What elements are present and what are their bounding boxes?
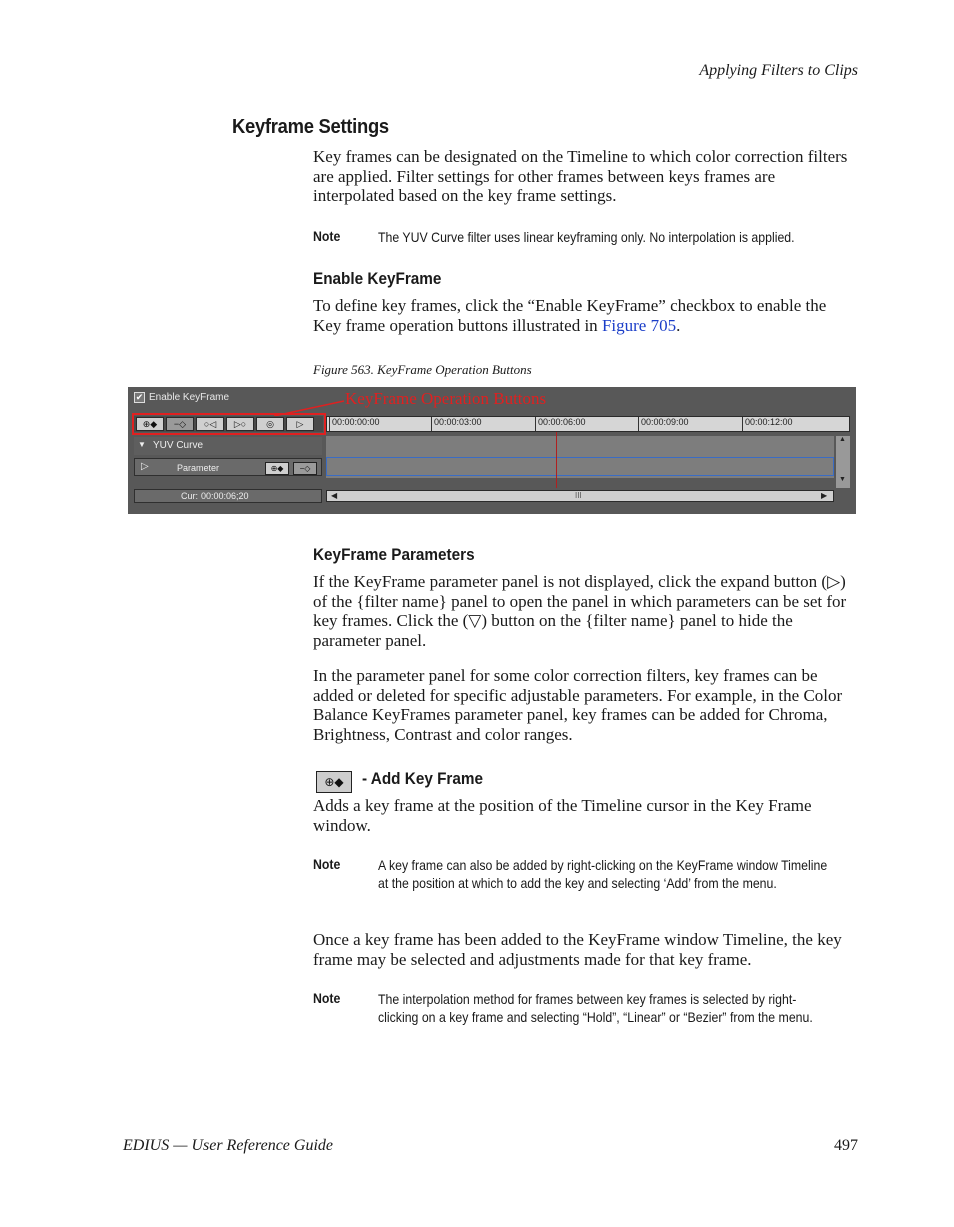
note-text: A key frame can also be added by right-clicking on the KeyFrame window Timeline at the position at which to add the key and selecting ‘Add’ from the menu. xyxy=(378,857,828,891)
scrollbar-thumb-grip[interactable]: III xyxy=(575,491,582,500)
param-delete-keyframe-button[interactable]: −◇ xyxy=(293,462,317,475)
checkbox-check-icon: ✔ xyxy=(135,392,144,402)
expand-icon[interactable]: ▷ xyxy=(141,461,149,472)
running-header: Applying Filters to Clips xyxy=(699,62,858,79)
cursor-timecode: 00:00:06;20 xyxy=(201,491,249,501)
note-text: The YUV Curve filter uses linear keyframing only. No interpolation is applied. xyxy=(378,229,795,245)
scroll-up-icon[interactable]: ▲ xyxy=(839,436,846,443)
params-paragraph-2: In the parameter panel for some color correction filters, key frames can be added or deleted for specific adjustable parameters. For example, in the Color Balance KeyFrames parameter panel, key frames can be added for Chroma, Brightness, Contrast and color ranges. xyxy=(313,666,843,745)
params-paragraph-1: If the KeyFrame parameter panel is not displayed, click the expand button (▷) of the {filter name} panel to open the panel in which parameters can be set for key frames. Click the (▽) button on the {filter name} panel to hide the parameter panel. xyxy=(313,572,847,651)
enable-keyframe-heading: Enable KeyFrame xyxy=(313,269,442,288)
scroll-right-icon[interactable]: ▶ xyxy=(821,491,828,500)
parameter-label: Parameter xyxy=(177,463,220,473)
after-add-paragraph: Once a key frame has been added to the KeyFrame window Timeline, the key frame may be selected and adjustments made for that key frame. xyxy=(313,930,842,969)
add-key-frame-paragraph: Adds a key frame at the position of the Timeline cursor in the Key Frame window. xyxy=(313,796,812,835)
collapse-icon[interactable]: ▼ xyxy=(138,440,146,449)
note-label: Note xyxy=(313,228,341,244)
timecode-tick: 00:00:03:00 xyxy=(431,417,482,431)
section-title: Keyframe Settings xyxy=(232,116,389,138)
enable-text-end: . xyxy=(676,315,681,335)
scroll-left-icon[interactable]: ◀ xyxy=(331,491,338,500)
add-keyframe-button[interactable]: ⊕◆ xyxy=(136,417,164,431)
timecode-tick: 00:00:06:00 xyxy=(535,417,586,431)
param-add-keyframe-button[interactable]: ⊕◆ xyxy=(265,462,289,475)
add-keyframe-icon: ⊕◆ xyxy=(316,771,352,793)
callout-label: KeyFrame Operation Buttons xyxy=(345,389,547,408)
enable-keyframe-paragraph xyxy=(313,296,858,335)
timecode-tick: 00:00:09:00 xyxy=(638,417,689,431)
previous-keyframe-button[interactable]: ○◁ xyxy=(196,417,224,431)
enable-keyframe-checkbox[interactable] xyxy=(134,392,229,403)
parameter-row[interactable] xyxy=(134,458,322,476)
timeline-ruler[interactable] xyxy=(326,416,850,432)
callout-highlight-box xyxy=(132,413,326,435)
enable-keyframe-label: Enable KeyFrame xyxy=(149,392,230,403)
next-keyframe-button[interactable]: ▷○ xyxy=(226,417,254,431)
keyframe-window-screenshot xyxy=(128,387,856,514)
filter-name: YUV Curve xyxy=(153,440,204,451)
add-key-frame-heading: - Add Key Frame xyxy=(362,769,484,788)
enable-text: To define key frames, click the “Enable KeyFrame” checkbox to enable the Key frame operation buttons illustrated in xyxy=(313,296,827,335)
page-number: 497 xyxy=(834,1137,858,1154)
note-label: Note xyxy=(313,990,341,1006)
play-button[interactable]: ▷ xyxy=(286,417,314,431)
timecode-tick: 00:00:00:00 xyxy=(329,417,380,431)
vertical-scrollbar[interactable] xyxy=(836,436,850,488)
parameter-track-selection[interactable] xyxy=(326,457,834,476)
filter-row[interactable] xyxy=(134,437,322,455)
cursor-label: Cur: xyxy=(181,491,199,501)
timecode-tick: 00:00:12:00 xyxy=(742,417,793,431)
delete-keyframe-button[interactable]: −◇ xyxy=(166,417,194,431)
reset-keyframe-button[interactable]: ◎ xyxy=(256,417,284,431)
figure-link[interactable]: Figure 705 xyxy=(601,315,677,335)
scroll-down-icon[interactable]: ▼ xyxy=(839,476,846,483)
intro-paragraph: Key frames can be designated on the Timeline to which color correction filters are applied. Filter settings for other frames between keys frames are interpolated based on the key frame settings. xyxy=(313,147,848,206)
footer-title: EDIUS — User Reference Guide xyxy=(123,1137,334,1154)
filter-panel xyxy=(134,436,322,502)
timeline-cursor[interactable] xyxy=(556,432,557,488)
figure-caption: Figure 563. KeyFrame Operation Buttons xyxy=(313,362,532,377)
note-label: Note xyxy=(313,856,341,872)
note-text: The interpolation method for frames between key frames is selected by right-clicking on a key frame and selecting “Hold”, “Linear” or “Bezier” from the menu. xyxy=(378,991,813,1025)
horizontal-scrollbar[interactable] xyxy=(326,490,834,502)
cursor-row xyxy=(134,489,322,503)
keyframe-parameters-heading: KeyFrame Parameters xyxy=(313,545,475,564)
